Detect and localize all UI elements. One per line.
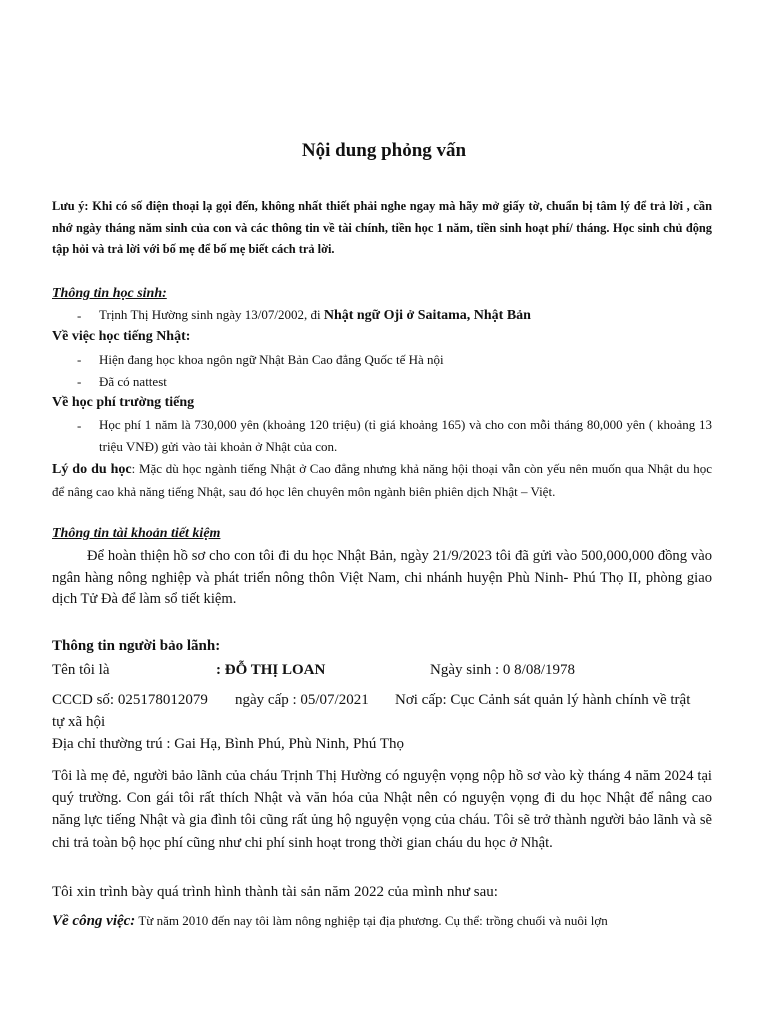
name-value: : ĐỖ THỊ LOAN [216,662,326,678]
page-title: Nội dung phỏng vấn [301,140,467,161]
work-line [52,912,608,930]
savings-heading: Thông tin tài khoản tiết kiệm [52,526,221,541]
reason-label: Lý do du học [52,462,132,477]
fee-item: Học phí 1 năm là 730,000 yên (khoảng 120 triệu) (tỉ giá khoảng 165) và cho con mỗi tháng 80,000 yên ( khoảng 13 triệu VNĐ) gửi vào tài khoản ở Nhật của con. [99,417,712,454]
issue-date: ngày cấp : 05/07/2021 [235,692,369,708]
savings-paragraph: Để hoàn thiện hồ sơ cho con tôi đi du học Nhật Bản, ngày 21/9/2023 tôi đã gửi vào 500,000,000 đồng vào ngân hàng nông nghiệp và phát triển nông thôn Việt Nam, chi nhánh huyện Phù Ninh- Phú Thọ II, phòng giao dịch Tử Đà để làm sổ tiết kiệm. [52,548,712,607]
language-item: Hiện đang học khoa ngôn ngữ Nhật Bản Cao đẳng Quốc tế Hà nội [99,352,444,367]
note-paragraph: Lưu ý: Khi có số điện thoại lạ gọi đến, không nhất thiết phải nghe ngay mà hãy mở giấy tờ, chuẩn bị tâm lý để trả lời , cần nhớ ngày tháng năm sinh của con và các thông tin về tài chính, tiền học 1 năm, tiền sinh hoạt phí/ tháng. Học sinh chủ động tập hỏi và trả lời với bố mẹ để bố mẹ biết cách trả lời. [52,199,712,256]
name-label: Tên tôi là [52,662,110,678]
student-line-text: Trịnh Thị Hường sinh ngày 13/07/2002, đi [99,307,324,322]
student-school: Nhật ngữ Oji ở Saitama, Nhật Bản [323,308,531,323]
dob: Ngày sinh : 0 8/08/1978 [430,662,575,678]
language-item: Đã có nattest [99,374,167,389]
guarantor-statement: Tôi là mẹ đẻ, người bảo lãnh của cháu Trịnh Thị Hường có nguyện vọng nộp hồ sơ vào kỳ tháng 4 năm 2024 tại quý trường. Con gái tôi rất thích Nhật và văn hóa của Nhật nên có nguyện vọng đi du học Nhật để nâng cao năng lực tiếng Nhật và gia đình tôi cũng rất ủng hộ nguyện vọng của cháu. Tôi sẽ trở thành người bảo lãnh và sẽ chi trả toàn bộ học phí cũng như chi phí sinh hoạt trong thời gian cháu du học ở Nhật. [52,768,712,851]
assets-intro: Tôi xin trình bày quá trình hình thành tài sản năm 2022 của mình như sau: [52,884,498,900]
bullet-dash: - [77,418,82,433]
work-label: Về công việc: [52,913,136,929]
guarantor-heading: Thông tin người bảo lãnh: [52,638,221,654]
student-line [99,306,531,324]
work-text: Từ năm 2010 đến nay tôi làm nông nghiệp tại địa phương. Cụ thể: trồng chuối và nuôi lợn [135,913,608,928]
fee-heading: Về học phí trường tiếng [52,395,195,410]
cccd-number: CCCD số: 025178012079 [52,692,208,708]
language-heading: Về việc học tiếng Nhật: [52,329,191,344]
reason-paragraph [52,458,712,503]
bullet-dash: - [77,374,82,389]
student-heading: Thông tin học sinh: [52,286,167,301]
address: Địa chỉ thường trú : Gai Hạ, Bình Phú, Phù Ninh, Phú Thọ [52,736,405,752]
issue-place: Nơi cấp: Cục Cảnh sát quản lý hành chính về trật [395,692,691,708]
bullet-dash: - [77,352,82,367]
bullet-dash: - [77,308,82,323]
issue-place-cont: tự xã hội [52,714,106,730]
reason-text: : Mặc dù học ngành tiếng Nhật ở Cao đẳng nhưng khả năng hội thoại vẫn còn yếu nên muốn qua Nhật du học để nâng cao khả năng tiếng Nhật, sau đó học lên chuyên môn ngành biên phiên dịch Nhật – Việt. [52,461,713,499]
